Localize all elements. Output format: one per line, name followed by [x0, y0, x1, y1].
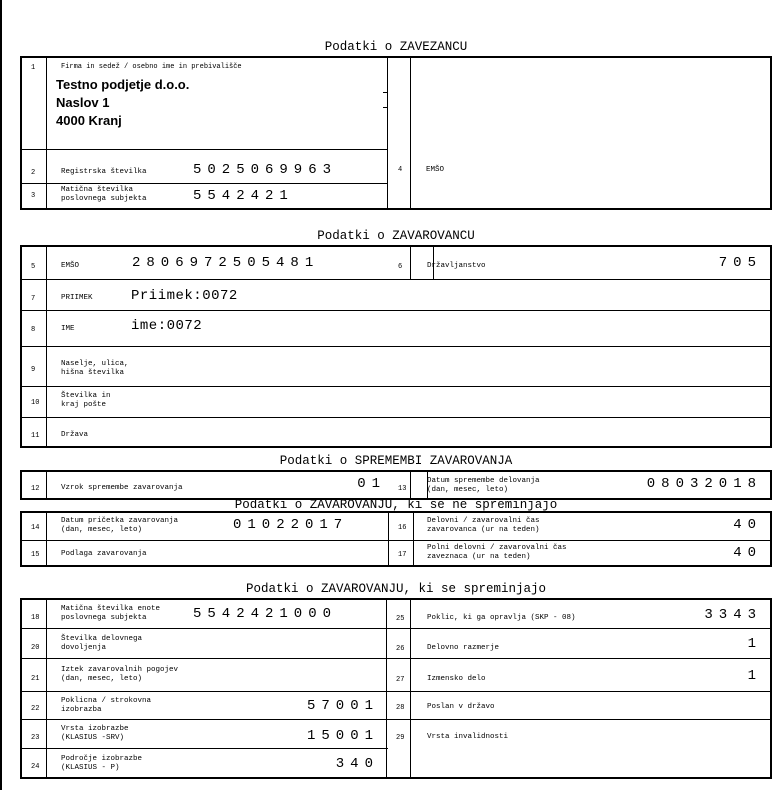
field-6-label: Državljanstvo — [427, 262, 486, 270]
field-7-number: 7 — [31, 295, 36, 303]
field-6-number: 6 — [398, 263, 403, 271]
field-11-label: Država — [61, 431, 89, 439]
field-21-label-line-2: (dan, mesec, leto) — [61, 675, 143, 683]
field-12-label: Vzrok spremembe zavarovanja — [61, 484, 183, 492]
field-18-label-line-1: Matična številka enote — [61, 605, 161, 613]
section-title-spreminja: Podatki o ZAVAROVANJU, ki se spreminjajo — [245, 582, 547, 596]
field-17-number: 17 — [398, 551, 407, 559]
field-22-value[interactable]: 57001 — [306, 698, 379, 714]
field-9-label-line-1: Naselje, ulica, — [61, 360, 129, 368]
field-2-number: 2 — [31, 169, 36, 177]
field-8-number: 8 — [31, 326, 36, 334]
field-3-value[interactable]: 5542421 — [193, 188, 294, 204]
field-12-number: 12 — [31, 485, 40, 493]
field-16-label-line-1: Delovni / zavarovalni čas — [427, 517, 540, 525]
field-3-label-line-1: Matična številka — [61, 186, 134, 194]
field-17-value[interactable]: 40 — [733, 545, 762, 561]
field-15-label: Podlaga zavarovanja — [61, 550, 147, 558]
field-17-label-line-2: zaveznaca (ur na teden) — [427, 553, 531, 561]
field-24-label-line-2: (KLASIUS - P) — [61, 764, 120, 772]
field-13-value[interactable]: 08032018 — [646, 476, 762, 492]
section-title-zavarovanec: Podatki o ZAVAROVANCU — [317, 229, 475, 243]
field-28-number: 28 — [396, 704, 405, 712]
field-27-value[interactable]: 1 — [747, 668, 762, 684]
field-22-label-line-2: izobrazba — [61, 706, 102, 714]
field-17-label-line-1: Polni delovni / zavarovalni čas — [427, 544, 567, 552]
address-line-3: 4000 Kranj — [56, 113, 122, 128]
field-15-number: 15 — [31, 551, 40, 559]
field-29-label: Vrsta invalidnosti — [427, 733, 509, 741]
field-18-label-line-2: poslovnega subjekta — [61, 614, 147, 622]
field-18-number: 18 — [31, 614, 40, 622]
field-14-label-line-2: (dan, mesec, leto) — [61, 526, 143, 534]
section-title-sprememba: Podatki o SPREMEMBI ZAVAROVANJA — [279, 454, 513, 468]
field-25-number: 25 — [396, 615, 405, 623]
field-27-label: Izmensko delo — [427, 675, 486, 683]
field-7-label: PRIIMEK — [61, 294, 93, 302]
field-16-value[interactable]: 40 — [733, 517, 762, 533]
field-14-label-line-1: Datum pričetka zavarovanja — [61, 517, 179, 525]
field-18-value[interactable]: 5542421000 — [193, 606, 338, 622]
field-20-label-line-2: dovoljenja — [61, 644, 107, 652]
field-24-number: 24 — [31, 763, 40, 771]
field-26-label: Delovno razmerje — [427, 644, 500, 652]
field-10-label-line-1: Številka in — [61, 392, 111, 400]
field-2-value[interactable]: 5025069963 — [193, 162, 338, 178]
zavezanec-box — [20, 56, 772, 210]
field-28-label: Poslan v državo — [427, 703, 495, 711]
field-7-value[interactable]: Priimek:0072 — [131, 288, 238, 304]
nespreminja-box — [20, 511, 772, 567]
field-12-value[interactable]: 01 — [357, 476, 386, 492]
sprememba-box — [20, 470, 772, 500]
left-margin-rule — [0, 0, 2, 790]
field-14-value[interactable]: 01022017 — [233, 517, 349, 533]
field-11-number: 11 — [31, 432, 40, 440]
address-line-2: Naslov 1 — [56, 95, 110, 110]
field-21-number: 21 — [31, 675, 40, 683]
field-13-label-line-2: (dan, mesec, leto) — [427, 486, 509, 494]
field-20-label-line-1: Številka delovnega — [61, 635, 143, 643]
field-24-label-line-1: Področje izobrazbe — [61, 755, 143, 763]
spreminja-box — [20, 598, 772, 779]
field-23-value[interactable]: 15001 — [306, 728, 379, 744]
field-26-number: 26 — [396, 645, 405, 653]
field-13-number: 13 — [398, 485, 407, 493]
field-23-label-line-1: Vrsta izobrazbe — [61, 725, 129, 733]
field-8-label: IME — [61, 325, 75, 333]
address-line-1: Testno podjetje d.o.o. — [56, 77, 190, 92]
field-4-label: EMŠO — [426, 166, 445, 174]
field-16-number: 16 — [398, 524, 407, 532]
field-1-number: 1 — [31, 64, 36, 72]
section-title-zavezanec: Podatki o ZAVEZANCU — [324, 40, 468, 54]
field-13-label-line-1: Datum spremembe delovanja — [427, 477, 540, 485]
field-24-value[interactable]: 340 — [335, 756, 379, 772]
field-9-label-line-2: hišna številka — [61, 369, 125, 377]
field-25-value[interactable]: 3343 — [704, 607, 762, 623]
field-20-number: 20 — [31, 644, 40, 652]
field-27-number: 27 — [396, 676, 405, 684]
field-9-number: 9 — [31, 366, 36, 374]
field-5-number: 5 — [31, 263, 36, 271]
zavarovanec-box — [20, 245, 772, 448]
field-1-label: Firma in sedež / osebno ime in prebivališče — [61, 63, 242, 71]
field-10-label-line-2: kraj pošte — [61, 401, 107, 409]
field-23-number: 23 — [31, 734, 40, 742]
field-3-label-line-2: poslovnega subjekta — [61, 195, 147, 203]
section-title-ne-spreminja: Podatki o ZAVAROVANJU, ki se ne spreminjajo — [234, 498, 558, 512]
field-21-label-line-1: Iztek zavarovalnih pogojev — [61, 666, 179, 674]
field-6-value[interactable]: 705 — [718, 255, 762, 271]
field-22-number: 22 — [31, 705, 40, 713]
field-8-value[interactable]: ime:0072 — [131, 318, 203, 334]
field-14-number: 14 — [31, 524, 40, 532]
field-25-label: Poklic, ki ga opravlja (SKP - 08) — [427, 614, 576, 622]
field-23-label-line-2: (KLASIUS -SRV) — [61, 734, 125, 742]
field-16-label-line-2: zavarovanca (ur na teden) — [427, 526, 540, 534]
field-4-number: 4 — [398, 166, 403, 174]
field-5-label: EMŠO — [61, 262, 80, 270]
field-22-label-line-1: Poklicna / strokovna — [61, 697, 152, 705]
field-26-value[interactable]: 1 — [747, 636, 762, 652]
field-10-number: 10 — [31, 399, 40, 407]
field-29-number: 29 — [396, 734, 405, 742]
field-5-value[interactable]: 2806972505481 — [132, 255, 320, 271]
field-2-label: Registrska številka — [61, 168, 147, 176]
field-3-number: 3 — [31, 192, 36, 200]
